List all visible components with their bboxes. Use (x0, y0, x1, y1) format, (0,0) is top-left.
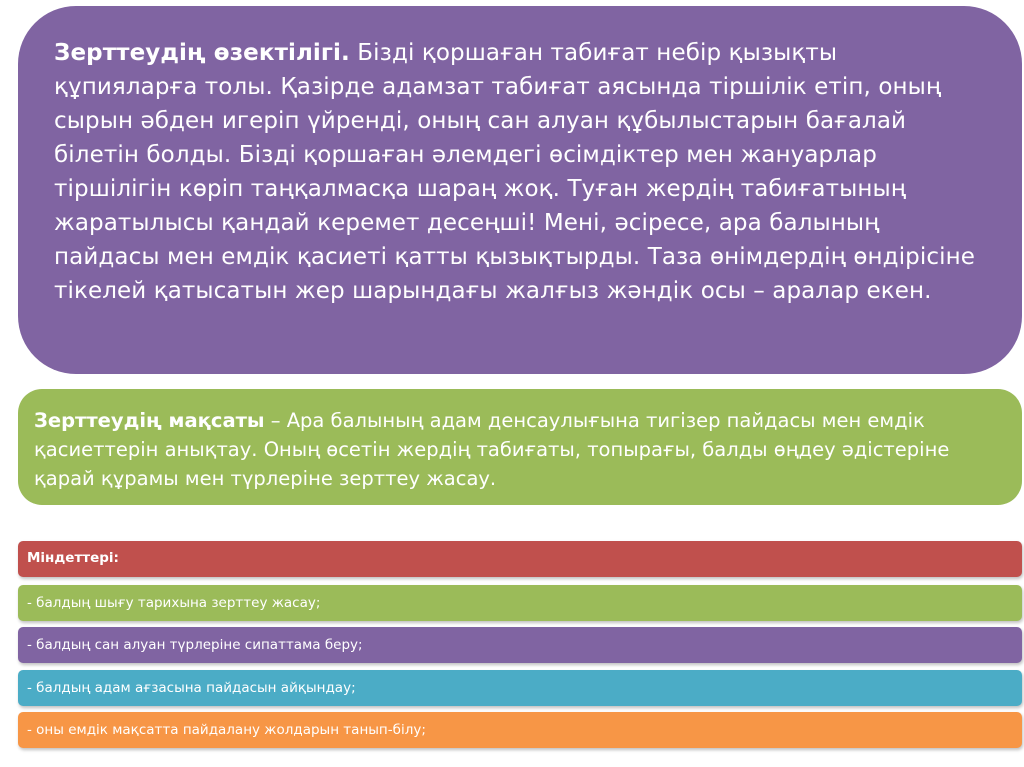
relevance-block (18, 6, 1022, 374)
relevance-text: Бізді қоршаған табиғат небір қызықты құпияларға толы. Қазірде адамзат табиғат аясында тіршілік етіп, оның сырын әбден игеріп үйренді, оның сан алуан құбылыстарын бағалай білетін болды. Бізді қоршаған әлемдегі өсімдіктер мен жануарлар тіршілігін көріп таңқалмасқа шараң жоқ. Туған жердің табиғатының жаратылысы қандай керемет десеңші! Мені, әсіресе, ара балының пайдасы мен емдік қасиеті қатты қызықтырды. Таза өнімдердің өндірісіне тікелей қатысатын жер шарындағы жалғыз жәндік осы – аралар екен. (54, 40, 975, 304)
task-item-label: - балдың сан алуан түрлеріне сипаттама беру; (27, 637, 363, 653)
goal-text: – Ара балының адам денсаулығына тигізер пайдасы мен емдік қасиеттерін анықтау. Оның өсетін жердің табиғаты, топырағы, балды өңдеу әдістеріне қарай құрамы мен түрлеріне зерттеу жасау. (34, 409, 950, 490)
tasks-header (18, 541, 1022, 577)
task-item (18, 627, 1022, 663)
relevance-heading: Зерттеудің өзектілігі. (54, 40, 350, 66)
goal-heading: Зерттеудің мақсаты (34, 409, 265, 432)
tasks-header-label: Міндеттері: (27, 550, 119, 566)
task-item (18, 712, 1022, 748)
goal-block (18, 389, 1022, 505)
task-item (18, 585, 1022, 621)
task-item (18, 670, 1022, 706)
task-item-label: - оны емдік мақсатта пайдалану жолдарын танып-білу; (27, 722, 426, 738)
task-item-label: - балдың адам ағзасына пайдасын айқындау; (27, 680, 356, 696)
task-item-label: - балдың шығу тарихына зерттеу жасау; (27, 595, 321, 611)
